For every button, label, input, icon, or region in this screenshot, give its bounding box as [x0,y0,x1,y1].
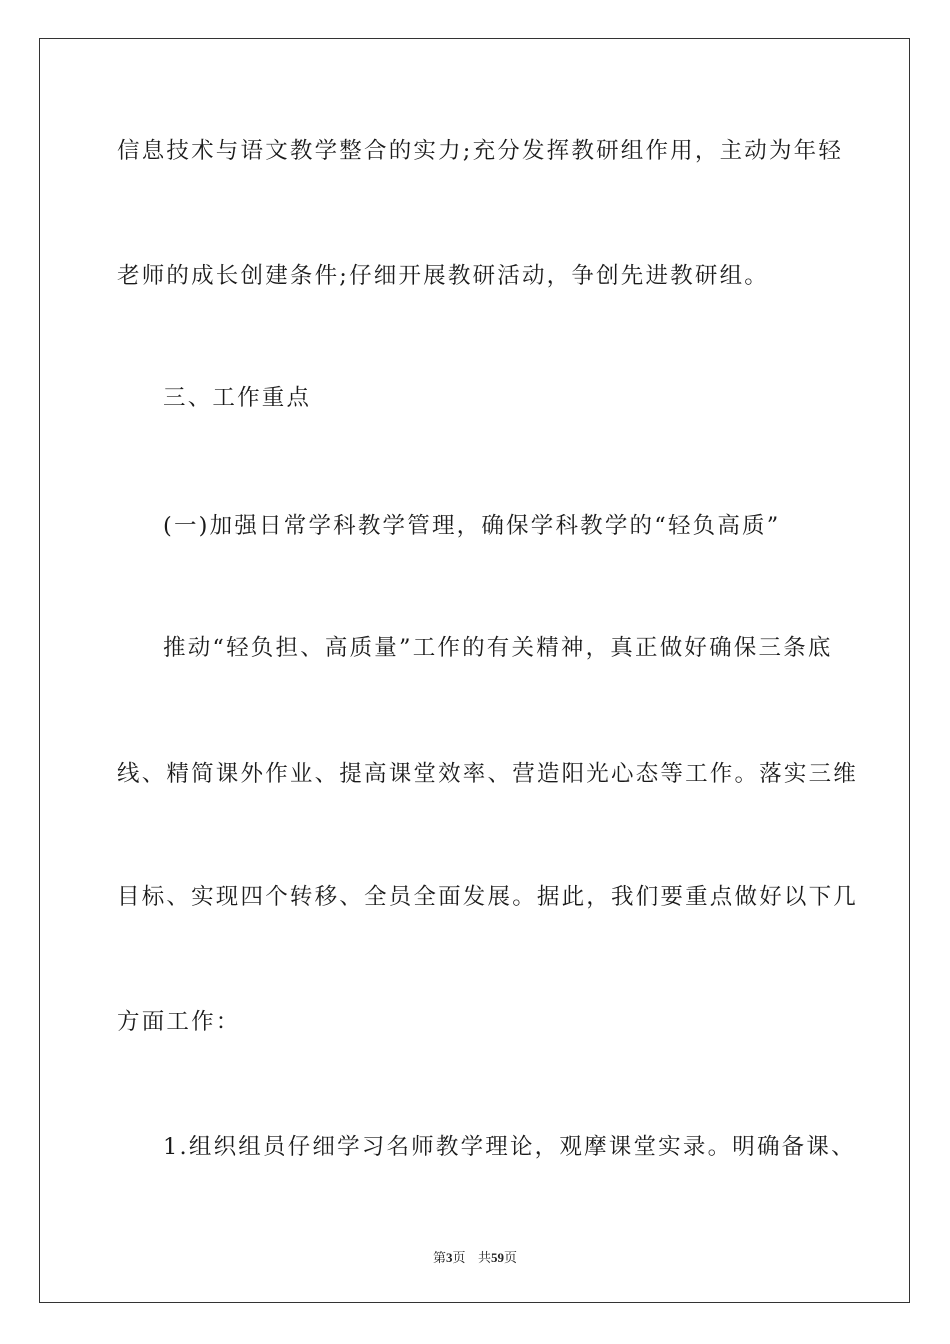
total-suffix: 页 [503,1251,517,1266]
total-pages: 59 [490,1250,504,1265]
page-suffix: 页 [452,1251,466,1266]
body-line-2: 老师的成长创建条件;仔细开展教研活动，争创先进教研组。 [117,263,769,289]
body-line-4: 线、精简课外作业、提高课堂效率、营造阳光心态等工作。落实三维 [117,761,859,787]
body-line-5: 目标、实现四个转移、全员全面发展。据此，我们要重点做好以下几 [117,884,859,910]
page-footer [0,1247,950,1266]
subsection-heading: (一)加强日常学科教学管理，确保学科教学的“轻负高质” [163,513,781,539]
page-border [39,38,910,1303]
body-line-3: 推动“轻负担、高质量”工作的有关精神，真正做好确保三条底 [163,635,833,661]
body-line-1: 信息技术与语文教学整合的实力;充分发挥教研组作用，主动为年轻 [117,138,844,164]
page-prefix: 第 [433,1251,447,1266]
section-heading: 三、工作重点 [163,385,312,411]
total-prefix: 共 [477,1251,491,1266]
body-line-6: 方面工作： [117,1009,241,1035]
page-number: 3 [446,1250,453,1265]
list-item-1: 1.组织组员仔细学习名师教学理论，观摩课堂实录。明确备课、 [163,1134,856,1160]
